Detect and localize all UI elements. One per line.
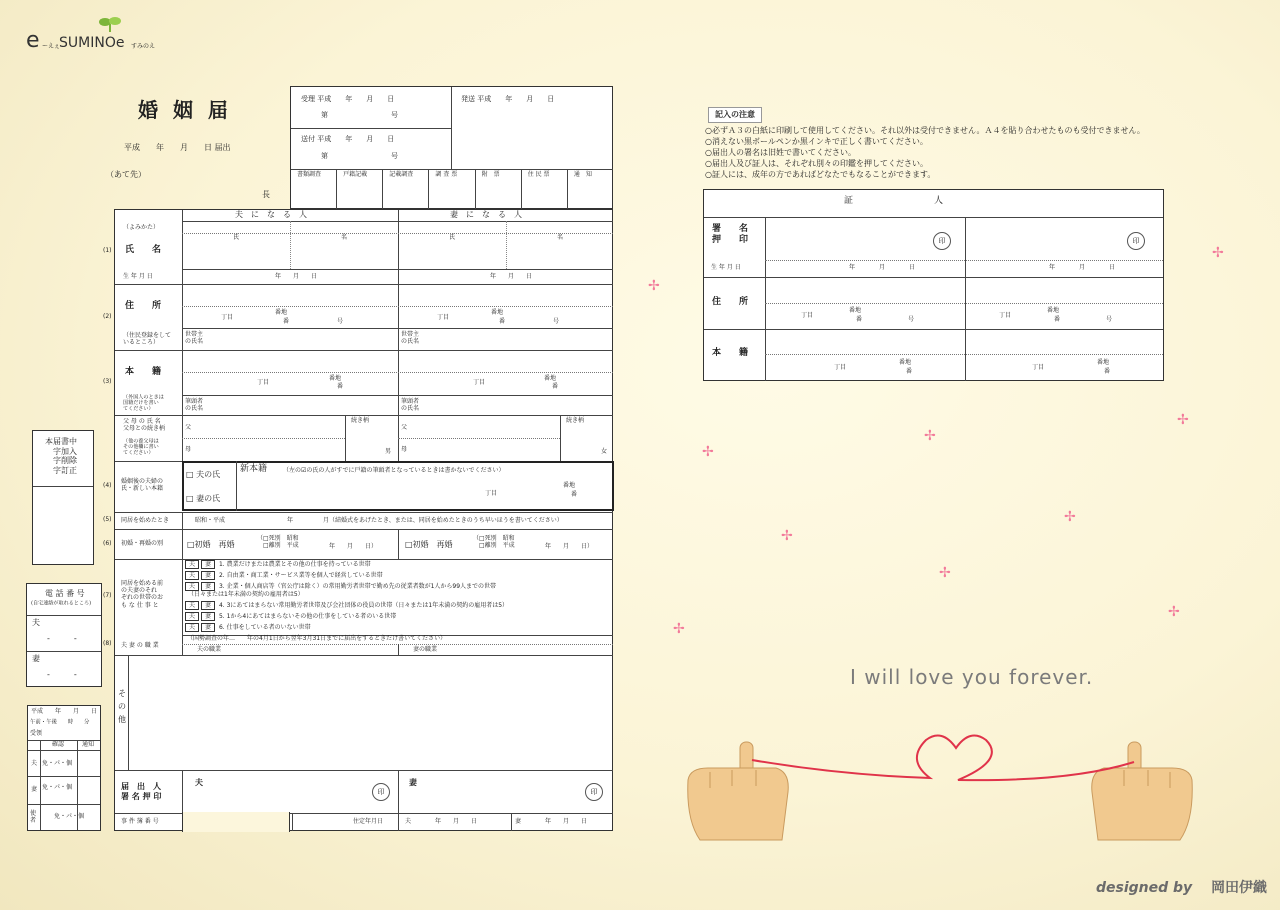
witness-honseki-label: 本 籍 <box>712 348 749 358</box>
witness2-chome: 丁目 <box>999 312 1012 319</box>
notes-title: 記入の注意 <box>708 107 762 123</box>
name-label: 氏 名 <box>125 245 162 255</box>
wife-surname-option[interactable]: □ 妻の氏 <box>186 494 221 503</box>
wife-relation: 続き柄 <box>566 417 585 424</box>
witness2-honseki-ban: 番 <box>1104 368 1111 375</box>
flower-icon: ✢ <box>781 528 793 544</box>
phone-wife: 妻 <box>32 654 40 663</box>
husband-go: 号 <box>337 318 344 325</box>
wife-honseki-banchi: 番地 <box>544 375 557 382</box>
row-number: (2) <box>103 313 112 320</box>
witness2-go: 号 <box>1106 316 1113 323</box>
phone-wife-mask: - - <box>47 670 77 679</box>
stamp-col: 確認 <box>52 741 65 748</box>
wife-seal: 印 <box>585 783 603 801</box>
wife-job-label: 妻の職業 <box>413 646 438 653</box>
new-honseki-ban: 番 <box>571 491 578 498</box>
witness1-honseki-chome: 丁目 <box>834 364 847 371</box>
witness-birth-label: 生 年 月 日 <box>711 264 741 271</box>
flower-icon: ✢ <box>1177 412 1189 428</box>
wife-head: 筆頭者 の氏名 <box>401 398 420 413</box>
job-item: 夫 妻 3. 企業・個人商店等（官公庁は除く）の常用勤労者世帯で勤め先の従業者数が1人から99人までの世帯 （日々または1年未満の契約の雇用者は5） <box>185 582 610 601</box>
occupation-label: 夫 妻 の 職 業 <box>121 642 159 649</box>
wife-honseki-ban: 番 <box>552 383 559 390</box>
husband-death-div: （□死別 昭和 □離別 平成 <box>257 535 299 550</box>
phone-husband: 夫 <box>32 618 40 627</box>
wife-chome: 丁目 <box>437 314 450 321</box>
stamp-time: 午前・午後 時 分 <box>30 719 90 726</box>
sprout-icon <box>98 16 122 36</box>
stamp-col: 通知 <box>82 741 95 748</box>
husband-banchi: 番地 <box>275 309 288 316</box>
flower-icon: ✢ <box>702 444 714 460</box>
flower-icon: ✢ <box>924 428 936 444</box>
logo <box>26 16 166 56</box>
husband-honseki-banchi: 番地 <box>329 375 342 382</box>
row-number: (5) <box>103 516 112 523</box>
job-item: 夫 妻 2. 自由業・商工業・サービス業等を個人で経営している世帯 <box>185 571 610 582</box>
witness2-birth: 年 月 日 <box>1049 264 1116 271</box>
residence-date-label: 住定年月日 <box>353 818 384 825</box>
husband-first-re[interactable]: □初婚 再婚 <box>187 540 235 549</box>
right-hand-icon <box>1092 742 1193 840</box>
logo-brand: SUMINOe <box>59 35 125 51</box>
notes-item: ○届出人及び証人は、それぞれ別々の印鑑を押してください。 <box>705 159 928 168</box>
husband-given-label: 名 <box>341 234 348 241</box>
husband-head: 筆頭者 の氏名 <box>185 398 204 413</box>
credit-name: 岡田伊織 <box>1211 880 1268 896</box>
row-number: (7) <box>103 592 112 599</box>
flower-icon: ✢ <box>1168 604 1180 620</box>
office-box <box>290 86 613 209</box>
husband-chome: 丁目 <box>221 314 234 321</box>
flower-icon: ✢ <box>939 565 951 581</box>
stamp-wife: 妻 <box>31 786 38 793</box>
phone-title: 電 話 番 号 <box>45 589 85 598</box>
case-no-label: 事 件 簿 番 号 <box>121 818 159 825</box>
honseki-note: （外国人のときは 国籍だけを書い てください） <box>123 394 164 413</box>
cohabit-month: 年 月（結婚式をあげたとき、または、同居を始めたときのうち早いほうを書いてください） <box>287 517 563 524</box>
page-title: 婚 姻 届 <box>138 98 232 122</box>
phone-husband-mask: - - <box>47 634 77 643</box>
other-label: そ の 他 <box>118 689 126 724</box>
main-form <box>114 209 613 831</box>
wife-death-div: （□死別 昭和 □離別 平成 <box>473 535 515 550</box>
wife-honseki-chome: 丁目 <box>473 379 486 386</box>
witness1-seal: 印 <box>933 232 951 250</box>
stamp-husband: 夫 <box>31 760 38 767</box>
reception-stamp-box <box>27 705 101 831</box>
new-honseki-label: 新本籍 <box>240 464 268 474</box>
husband-relation: 続き柄 <box>351 417 370 424</box>
phone-note: (自宅連絡が取れるところ) <box>31 600 92 606</box>
husband-surname-option[interactable]: □ 夫の氏 <box>186 470 221 479</box>
witness2-ban: 番 <box>1054 316 1061 323</box>
send-no: 第 号 <box>321 152 398 160</box>
after-marriage-label: 婚姻後の夫婦の 氏・新しい本籍 <box>121 478 164 493</box>
red-thread-illustration <box>680 720 1200 850</box>
receipt: 受理 平成 年 月 日 <box>301 95 395 103</box>
address-label: 住 所 <box>125 301 162 311</box>
office-check: 通 知 <box>573 171 592 178</box>
witness-title: 証 人 <box>844 196 944 206</box>
daughter-label: 女 <box>601 448 608 455</box>
flower-icon: ✢ <box>648 278 660 294</box>
credit <box>1096 877 1267 897</box>
notes-item: ○証人には、成年の方であればどなたでもなることができます。 <box>705 170 936 179</box>
notes-item: ○必ずＡ３の白紙に印刷して使用してください。それ以外は受付できません。Ａ４を貼り合わせたものも受付できません。 <box>705 126 1145 135</box>
husband-seal: 印 <box>372 783 390 801</box>
remarriage-label: 初婚・再婚の別 <box>121 540 164 547</box>
honseki-label: 本 籍 <box>125 367 162 377</box>
date-line: 平成 年 月 日 届出 <box>124 143 231 152</box>
signer-husband: 夫 <box>195 778 203 787</box>
witness1-ban: 番 <box>856 316 863 323</box>
row-number: (3) <box>103 378 112 385</box>
receipt-no: 第 号 <box>321 111 398 119</box>
job-item: 夫 妻 6. 仕事をしている者のいない世帯 <box>185 623 610 634</box>
signer-wife: 妻 <box>409 778 417 787</box>
office-check: 戸籍記載 <box>337 169 383 209</box>
send: 送付 平成 年 月 日 <box>301 135 395 143</box>
office-check: 調 査 票 <box>429 169 475 209</box>
reading-label: （よみかた） <box>123 224 160 231</box>
husband-surname-label: 氏 <box>233 234 240 241</box>
witness-address-label: 住 所 <box>712 297 749 307</box>
office-check: 書類調査 <box>291 169 337 209</box>
row-number: (8) <box>103 640 112 647</box>
wife-given-label: 名 <box>557 234 564 241</box>
husband-header: 夫 に な る 人 <box>235 210 307 219</box>
census-note: （国勢調査の年… 年の4月1日から翌年3月31日までに届出をするときだけ書いてください） <box>187 635 447 642</box>
job-item: 夫 妻 4. 3にあてはまらない常用勤労者世帯及び会社団体の役員の世帯（日々または1年未満の契約の雇用者は5） <box>185 601 610 612</box>
witness1-banchi: 番地 <box>849 307 862 314</box>
witness2-honseki-chome: 丁目 <box>1032 364 1045 371</box>
thread-heart <box>752 736 1134 781</box>
witness-table <box>703 189 1164 381</box>
husband-householder: 世帯主 の氏名 <box>185 331 204 346</box>
husband-honseki-chome: 丁目 <box>257 379 270 386</box>
wife-ban: 番 <box>499 318 506 325</box>
new-honseki-banchi: 番地 <box>563 482 576 489</box>
husband-honseki-ban: 番 <box>337 383 344 390</box>
job-item: 夫 妻 5. 1から4にあてはまらないその他の仕事をしている者のいる世帯 <box>185 612 610 623</box>
stamp-husband-id: 免・パ・個 <box>42 760 73 767</box>
corrections-text: 本届書中 字加入 字削除 字訂正 <box>45 437 77 475</box>
row-number: (6) <box>103 540 112 547</box>
witness1-honseki-ban: 番 <box>906 368 913 375</box>
logo-kana: すみのえ <box>131 43 156 50</box>
phone-box <box>26 583 102 687</box>
stamp-messenger: 使者 <box>30 810 37 825</box>
job-list <box>185 560 610 634</box>
wife-header: 妻 に な る 人 <box>450 210 522 219</box>
witness1-birth: 年 月 日 <box>849 264 916 271</box>
witness1-go: 号 <box>908 316 915 323</box>
wife-birth: 年 月 日 <box>490 273 533 280</box>
stamp-date: 平成 年 月 日 <box>31 708 98 715</box>
office-check: 住 民 票 <box>522 169 568 209</box>
wife-first-re[interactable]: □初婚 再婚 <box>405 540 453 549</box>
occupation-before-label: 同居を始める前 の夫妻のそれ ぞれの世帯のお も な 仕 事 と <box>121 580 164 609</box>
stamp-messenger-id: 免・パ・個 <box>54 813 85 820</box>
stamp-accept: 受領 <box>30 730 43 737</box>
cohabit-label: 同居を始めたとき <box>121 517 170 524</box>
witness2-banchi: 番地 <box>1047 307 1060 314</box>
signer-label: 届 出 人 署 名 押 印 <box>121 782 162 801</box>
addressee: （あて先） <box>106 170 146 179</box>
chief-suffix: 長 <box>262 190 270 199</box>
witness1-chome: 丁目 <box>801 312 814 319</box>
left-hand-icon <box>688 742 789 840</box>
birth-label: 生 年 月 日 <box>123 273 153 280</box>
husband-job-label: 夫の職業 <box>197 646 222 653</box>
logo-prefix: e <box>26 28 40 53</box>
office-check: 附 票 <box>476 169 522 209</box>
wife-surname-label: 氏 <box>449 234 456 241</box>
job-item: 夫 妻 1. 農業だけまたは農業とその他の仕事を持っている世帯 <box>185 560 610 571</box>
resident-note: （住民登録をして いるところ） <box>123 332 172 347</box>
wife-residence-date: 妻 年 月 日 <box>515 818 588 825</box>
husband-birth: 年 月 日 <box>275 273 318 280</box>
notes-item: ○消えない黒ボールペンか黒インキで正しく書いてください。 <box>705 137 928 146</box>
witness-sign-label: 署 名 押 印 <box>712 224 749 245</box>
stamp-wife-id: 免・パ・個 <box>42 784 73 791</box>
corrections-box <box>32 430 94 565</box>
flower-icon: ✢ <box>673 621 685 637</box>
tagline: I will love you forever. <box>850 665 1094 689</box>
wife-banchi: 番地 <box>491 309 504 316</box>
witness2-honseki-banchi: 番地 <box>1097 359 1110 366</box>
dispatch: 発送 平成 年 月 日 <box>461 95 555 103</box>
witness1-honseki-banchi: 番地 <box>899 359 912 366</box>
parents-note: （他の養父母は その他欄に書い てください） <box>123 438 159 457</box>
credit-label: designed by <box>1096 880 1193 896</box>
row-number: (4) <box>103 482 112 489</box>
wife-mother: 母 <box>401 446 408 453</box>
husband-mother: 母 <box>185 446 192 453</box>
wife-father: 父 <box>401 424 408 431</box>
office-check: 記載調査 <box>383 169 429 209</box>
husband-father: 父 <box>185 424 192 431</box>
flower-icon: ✢ <box>1212 245 1224 261</box>
wife-go: 号 <box>553 318 560 325</box>
logo-mid: ーえぇ <box>42 43 61 50</box>
husband-death-date: 年 月 日） <box>329 543 378 550</box>
husband-residence-date: 夫 年 月 日 <box>405 818 478 825</box>
notes-item: ○届出人の署名は旧姓で書いてください。 <box>705 148 856 157</box>
new-honseki-note: （左の☑の氏の人がすでに戸籍の筆頭者となっているときは書かないでください） <box>283 467 505 474</box>
flower-icon: ✢ <box>1064 509 1076 525</box>
notes-list <box>705 126 1145 181</box>
witness2-seal: 印 <box>1127 232 1145 250</box>
parents-label: 父 母 の 氏 名 父母との続き柄 <box>123 418 166 433</box>
husband-ban: 番 <box>283 318 290 325</box>
wife-householder: 世帯主 の氏名 <box>401 331 420 346</box>
son-label: 男 <box>385 448 392 455</box>
cohabit-era: 昭和・平成 <box>195 517 226 524</box>
wife-death-date: 年 月 日） <box>545 543 594 550</box>
row-number: (1) <box>103 247 112 254</box>
new-honseki-chome: 丁目 <box>485 490 498 497</box>
